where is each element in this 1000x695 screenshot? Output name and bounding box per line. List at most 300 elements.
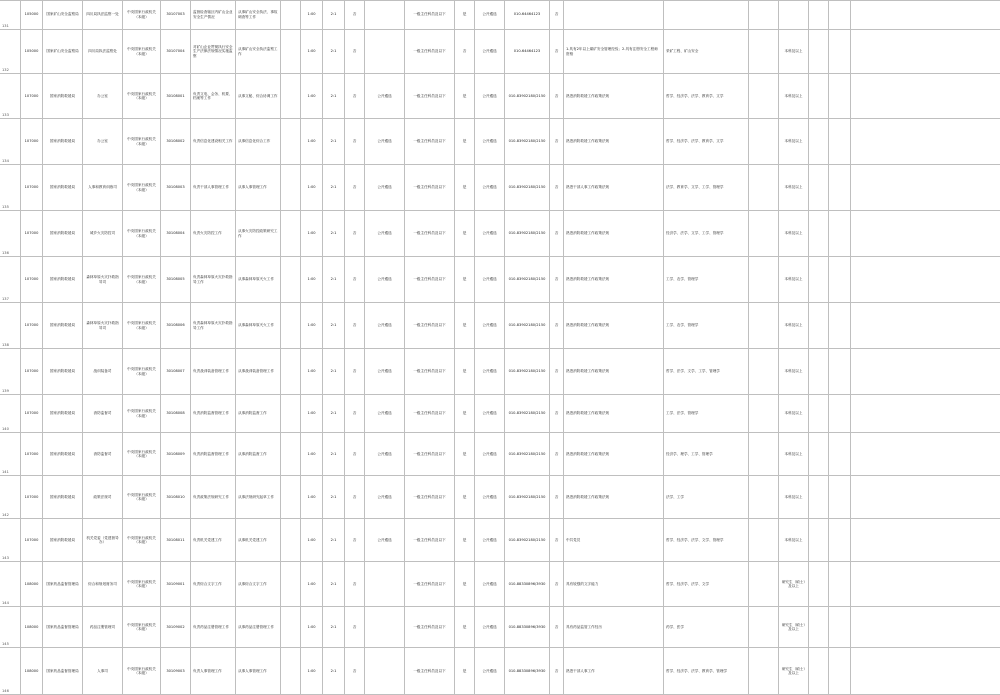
cell-org xyxy=(122,648,160,694)
cell-flag1 xyxy=(454,165,474,210)
cell-text: 机关党委（党建督导办） xyxy=(86,535,119,544)
cell-desc xyxy=(190,119,235,164)
cell-duty xyxy=(235,476,280,518)
cell-text: 否 xyxy=(554,411,559,416)
cell-text: 中央国家行政机关（本级） xyxy=(127,579,156,588)
cell-text: 是 xyxy=(462,581,467,586)
cell-req xyxy=(364,257,404,302)
cell-office xyxy=(82,349,122,394)
cell-remark xyxy=(563,476,663,518)
cell-rtype xyxy=(778,519,808,561)
cell-text: 一级主任科员及以下 xyxy=(413,185,446,190)
cell-people xyxy=(322,476,344,518)
cell-text: 107000 xyxy=(24,185,39,190)
cell-text: 010-83902180/2150 xyxy=(508,185,546,190)
cell-text: 四川局执法监察一处 xyxy=(86,12,119,17)
cell-text: 010-83902180/2150 xyxy=(508,451,546,456)
cell-method xyxy=(474,395,504,432)
cell-text: 具有药品监管工作经历 xyxy=(566,624,602,629)
cell-duty xyxy=(235,519,280,561)
cell-phone xyxy=(504,648,549,694)
cell-duty xyxy=(235,257,280,302)
cell-type xyxy=(280,74,300,118)
cell-text: 从事消防监督工作 xyxy=(238,451,267,456)
cell-office xyxy=(82,562,122,606)
cell-text: 30107004 xyxy=(166,49,185,54)
cell-text: 中央国家行政机关（本级） xyxy=(127,367,156,376)
cell-text: 1:00 xyxy=(307,581,316,586)
cell-text: 公开遴选 xyxy=(482,624,497,629)
cell-text: 国家消防救援局 xyxy=(49,93,76,98)
cell-office xyxy=(82,119,122,164)
cell-text: 公开遴选 xyxy=(482,369,497,374)
cell-text: 药学、医学 xyxy=(666,624,684,629)
cell-edu xyxy=(748,648,778,694)
cell-text: 国家消防救援局 xyxy=(49,231,76,236)
cell-major xyxy=(663,0,748,29)
cell-other xyxy=(850,211,1000,256)
cell-text: 1:00 xyxy=(307,668,316,673)
cell-people xyxy=(322,607,344,647)
cell-method xyxy=(474,519,504,561)
cell-edu xyxy=(748,349,778,394)
cell-dept xyxy=(42,648,82,694)
cell-office xyxy=(82,30,122,73)
cell-text: 国家药品监督管理局 xyxy=(46,624,79,629)
cell-unit xyxy=(344,607,364,647)
cell-text: 国家药品监督管理局 xyxy=(46,581,79,586)
cell-type xyxy=(280,303,300,348)
table-row xyxy=(0,30,1000,74)
cell-text: 否 xyxy=(554,49,559,54)
cell-edu xyxy=(748,211,778,256)
cell-text: 010-88330896/3930 xyxy=(508,581,546,586)
cell-phone xyxy=(504,74,549,118)
cell-text: 30108005 xyxy=(166,277,185,282)
cell-text: 否 xyxy=(554,12,559,17)
row-number: 132 xyxy=(2,68,9,72)
cell-dept xyxy=(42,165,82,210)
cell-text: 本科及以上 xyxy=(784,411,803,416)
cell-text: 30107003 xyxy=(166,12,185,17)
cell-text: 办公室 xyxy=(97,93,108,98)
cell-text: 从事文秘、综合协调工作 xyxy=(238,93,278,98)
cell-flag2 xyxy=(549,74,563,118)
cell-office xyxy=(82,433,122,475)
cell-req xyxy=(364,119,404,164)
cell-text: 国家消防救援局 xyxy=(49,451,76,456)
cell-text: 否 xyxy=(352,185,357,190)
row-number: 142 xyxy=(2,513,9,517)
cell-text: 从事矿山安全执法监察工作 xyxy=(238,47,278,56)
cell-text: 一级主任科员及以下 xyxy=(413,231,446,236)
cell-exp xyxy=(828,562,850,606)
cell-people xyxy=(322,303,344,348)
cell-degree xyxy=(808,303,828,348)
row-number: 139 xyxy=(2,389,9,393)
cell-text: 负责信息化建设相关工作 xyxy=(193,139,233,144)
cell-org xyxy=(122,119,160,164)
cell-req xyxy=(364,349,404,394)
cell-flag2 xyxy=(549,433,563,475)
cell-text: 是 xyxy=(462,139,467,144)
cell-text: 本科及以上 xyxy=(784,277,803,282)
cell-req xyxy=(364,607,404,647)
cell-text: 负责综合文字工作 xyxy=(193,581,222,586)
cell-text: 公开遴选 xyxy=(377,93,392,98)
cell-remark xyxy=(563,395,663,432)
cell-region xyxy=(404,30,454,73)
cell-text: 法学、教育学、文学、工学、管理学 xyxy=(666,185,724,190)
cell-code xyxy=(20,433,42,475)
cell-text: 负责消防监督管理工作 xyxy=(193,451,229,456)
cell-other xyxy=(850,119,1000,164)
cell-text: 否 xyxy=(554,537,559,542)
cell-flag1 xyxy=(454,395,474,432)
cell-text: 2:1 xyxy=(330,494,337,499)
cell-duty xyxy=(235,648,280,694)
cell-text: 是 xyxy=(462,12,467,17)
cell-text: 中央国家行政机关（本级） xyxy=(127,229,156,238)
cell-text: 中央国家行政机关（本级） xyxy=(127,183,156,192)
cell-text: 本科及以上 xyxy=(784,93,803,98)
cell-edu xyxy=(748,562,778,606)
cell-text: 熟悉消防救援工作政策法规 xyxy=(566,231,610,236)
cell-exp xyxy=(828,607,850,647)
cell-rtype xyxy=(778,349,808,394)
cell-text: 四川局执法监察处 xyxy=(88,49,117,54)
cell-code xyxy=(20,607,42,647)
cell-method xyxy=(474,562,504,606)
cell-code xyxy=(20,349,42,394)
cell-duty xyxy=(235,119,280,164)
cell-ratio xyxy=(300,257,322,302)
cell-text: 公开遴选 xyxy=(377,494,392,499)
cell-duty xyxy=(235,349,280,394)
cell-code xyxy=(20,395,42,432)
cell-org xyxy=(122,519,160,561)
cell-rtype xyxy=(778,0,808,29)
cell-text: 一级主任科员及以下 xyxy=(413,139,446,144)
cell-phone xyxy=(504,607,549,647)
cell-exp xyxy=(828,476,850,518)
cell-unit xyxy=(344,303,364,348)
cell-text: 107000 xyxy=(24,323,39,328)
cell-text: 否 xyxy=(554,185,559,190)
cell-exp xyxy=(828,165,850,210)
cell-text: 负责干部人事管理工作 xyxy=(193,185,229,190)
cell-text: 负责森林草原火灾扑救指导工作 xyxy=(193,275,233,284)
cell-dept xyxy=(42,349,82,394)
cell-office xyxy=(82,165,122,210)
cell-req xyxy=(364,211,404,256)
cell-text: 一级主任科员及以下 xyxy=(413,93,446,98)
cell-rtype xyxy=(778,648,808,694)
cell-rtype xyxy=(778,257,808,302)
cell-text: 公开遴选 xyxy=(377,139,392,144)
cell-text: 2:1 xyxy=(330,93,337,98)
cell-degree xyxy=(808,165,828,210)
cell-remark xyxy=(563,562,663,606)
cell-rtype xyxy=(778,74,808,118)
cell-text: 公开遴选 xyxy=(482,323,497,328)
cell-req xyxy=(364,74,404,118)
cell-rtype xyxy=(778,433,808,475)
cell-code xyxy=(20,257,42,302)
cell-duty xyxy=(235,395,280,432)
cell-text: 30108003 xyxy=(166,185,185,190)
cell-region xyxy=(404,562,454,606)
cell-text: 2:1 xyxy=(330,231,337,236)
cell-major xyxy=(663,519,748,561)
cell-flag2 xyxy=(549,257,563,302)
cell-unit xyxy=(344,119,364,164)
cell-other xyxy=(850,433,1000,475)
cell-unit xyxy=(344,30,364,73)
cell-text: 对矿山企业贯彻执行安全生产法律法规情况实施监察 xyxy=(193,45,233,58)
cell-other xyxy=(850,74,1000,118)
cell-type xyxy=(280,562,300,606)
cell-text: 负责政策法规研究工作 xyxy=(193,494,229,499)
cell-major xyxy=(663,395,748,432)
table-row xyxy=(0,519,1000,562)
cell-duty xyxy=(235,607,280,647)
cell-text: 中央国家行政机关（本级） xyxy=(127,535,156,544)
cell-code xyxy=(20,119,42,164)
cell-text: 公开遴选 xyxy=(482,231,497,236)
cell-region xyxy=(404,211,454,256)
cell-phone xyxy=(504,433,549,475)
cell-edu xyxy=(748,0,778,29)
cell-type xyxy=(280,648,300,694)
cell-text: 一级主任科员及以下 xyxy=(413,624,446,629)
cell-req xyxy=(364,476,404,518)
cell-desc xyxy=(190,349,235,394)
cell-text: 一级主任科员及以下 xyxy=(413,451,446,456)
table-row xyxy=(0,349,1000,395)
cell-flag2 xyxy=(549,30,563,73)
cell-flag2 xyxy=(549,0,563,29)
cell-post-code xyxy=(160,349,190,394)
cell-text: 从事信息化综合工作 xyxy=(238,139,271,144)
cell-org xyxy=(122,303,160,348)
cell-text: 2:1 xyxy=(330,624,337,629)
cell-text: 本科及以上 xyxy=(784,185,803,190)
cell-text: 从事火灾防控政策研究工作 xyxy=(238,229,278,238)
cell-remark xyxy=(563,0,663,29)
cell-text: 1:00 xyxy=(307,624,316,629)
cell-code xyxy=(20,211,42,256)
cell-desc xyxy=(190,519,235,561)
cell-post-code xyxy=(160,648,190,694)
cell-desc xyxy=(190,607,235,647)
cell-rtype xyxy=(778,30,808,73)
cell-other xyxy=(850,476,1000,518)
cell-exp xyxy=(828,433,850,475)
cell-text: 负责战训装备管理工作 xyxy=(193,369,229,374)
table-row xyxy=(0,74,1000,119)
cell-type xyxy=(280,165,300,210)
cell-type xyxy=(280,211,300,256)
cell-req xyxy=(364,0,404,29)
cell-text: 国家消防救援局 xyxy=(49,185,76,190)
cell-duty xyxy=(235,211,280,256)
cell-unit xyxy=(344,562,364,606)
cell-desc xyxy=(190,74,235,118)
cell-text: 一级主任科员及以下 xyxy=(413,537,446,542)
cell-rtype xyxy=(778,165,808,210)
cell-people xyxy=(322,433,344,475)
cell-region xyxy=(404,433,454,475)
cell-ratio xyxy=(300,476,322,518)
cell-dept xyxy=(42,74,82,118)
cell-post-code xyxy=(160,119,190,164)
cell-text: 哲学、经济学、法学、教育学、文学 xyxy=(666,139,724,144)
cell-degree xyxy=(808,211,828,256)
cell-exp xyxy=(828,303,850,348)
cell-post-code xyxy=(160,0,190,29)
cell-dept xyxy=(42,257,82,302)
cell-people xyxy=(322,562,344,606)
cell-ratio xyxy=(300,648,322,694)
cell-desc xyxy=(190,648,235,694)
cell-text: 药品注册管理司 xyxy=(89,624,116,629)
cell-unit xyxy=(344,648,364,694)
cell-flag1 xyxy=(454,211,474,256)
cell-text: 森林草原火灾扑救指导司 xyxy=(86,321,119,330)
cell-desc xyxy=(190,433,235,475)
cell-text: 107000 xyxy=(24,231,39,236)
cell-text: 国家药品监督管理局 xyxy=(46,668,79,673)
cell-text: 30108011 xyxy=(166,537,185,542)
cell-text: 负责森林草原火灾扑救指导工作 xyxy=(193,321,233,330)
cell-code xyxy=(20,165,42,210)
cell-unit xyxy=(344,519,364,561)
cell-unit xyxy=(344,433,364,475)
cell-people xyxy=(322,119,344,164)
cell-edu xyxy=(748,257,778,302)
cell-text: 中央国家行政机关（本级） xyxy=(127,91,156,100)
cell-text: 消防监督司 xyxy=(93,411,112,416)
cell-org xyxy=(122,395,160,432)
cell-text: 否 xyxy=(554,494,559,499)
cell-text: 否 xyxy=(352,668,357,673)
cell-rtype xyxy=(778,607,808,647)
cell-text: 否 xyxy=(352,581,357,586)
cell-exp xyxy=(828,0,850,29)
cell-unit xyxy=(344,395,364,432)
cell-flag2 xyxy=(549,395,563,432)
cell-text: 30108001 xyxy=(166,93,185,98)
cell-flag1 xyxy=(454,30,474,73)
cell-region xyxy=(404,476,454,518)
cell-degree xyxy=(808,648,828,694)
cell-text: 否 xyxy=(352,12,357,17)
cell-edu xyxy=(748,303,778,348)
cell-flag1 xyxy=(454,257,474,302)
cell-text: 否 xyxy=(554,451,559,456)
cell-remark xyxy=(563,519,663,561)
cell-ratio xyxy=(300,0,322,29)
cell-text: 2:1 xyxy=(330,581,337,586)
cell-text: 一级主任科员及以下 xyxy=(413,581,446,586)
cell-text: 工学、农学、管理学 xyxy=(666,323,699,328)
cell-text: 从事森林草原灭火工作 xyxy=(238,277,274,282)
cell-req xyxy=(364,30,404,73)
cell-text: 否 xyxy=(352,624,357,629)
cell-post-code xyxy=(160,257,190,302)
table-row xyxy=(0,395,1000,433)
cell-text: 从事机关党建工作 xyxy=(238,537,267,542)
row-number: 138 xyxy=(2,343,9,347)
cell-text: 1:00 xyxy=(307,277,316,282)
cell-text: 否 xyxy=(352,277,357,282)
cell-remark xyxy=(563,165,663,210)
cell-text: 熟悉消防救援工作政策法规 xyxy=(566,323,610,328)
cell-text: 城乡火灾防控司 xyxy=(89,231,116,236)
cell-flag1 xyxy=(454,519,474,561)
cell-dept xyxy=(42,562,82,606)
cell-other xyxy=(850,607,1000,647)
cell-text: 1:00 xyxy=(307,451,316,456)
cell-region xyxy=(404,607,454,647)
cell-text: 2:1 xyxy=(330,12,337,17)
cell-text: 一级主任科员及以下 xyxy=(413,12,446,17)
cell-text: 010-88330896/3930 xyxy=(508,624,546,629)
cell-rtype xyxy=(778,476,808,518)
cell-office xyxy=(82,476,122,518)
cell-text: 否 xyxy=(352,139,357,144)
cell-text: 30108002 xyxy=(166,139,185,144)
cell-text: 公开遴选 xyxy=(482,93,497,98)
cell-type xyxy=(280,519,300,561)
cell-text: 本科及以上 xyxy=(784,369,803,374)
cell-text: 30108008 xyxy=(166,411,185,416)
cell-text: 1:00 xyxy=(307,323,316,328)
cell-degree xyxy=(808,30,828,73)
cell-text: 熟悉消防救援工作政策法规 xyxy=(566,93,610,98)
cell-text: 是 xyxy=(462,93,467,98)
cell-text: 一级主任科员及以下 xyxy=(413,49,446,54)
cell-phone xyxy=(504,0,549,29)
cell-text: 107000 xyxy=(24,277,39,282)
cell-dept xyxy=(42,0,82,29)
cell-text: 公开遴选 xyxy=(482,277,497,282)
table-row xyxy=(0,303,1000,349)
cell-code xyxy=(20,303,42,348)
cell-flag2 xyxy=(549,349,563,394)
cell-remark xyxy=(563,433,663,475)
cell-exp xyxy=(828,211,850,256)
cell-type xyxy=(280,433,300,475)
cell-req xyxy=(364,433,404,475)
cell-text: 从事综合文字工作 xyxy=(238,581,267,586)
cell-flag1 xyxy=(454,303,474,348)
cell-text: 是 xyxy=(462,231,467,236)
cell-text: 010-83902180/2150 xyxy=(508,277,546,282)
cell-text: 010-88330896/3930 xyxy=(508,668,546,673)
cell-code xyxy=(20,648,42,694)
cell-rtype xyxy=(778,303,808,348)
cell-text: 经济学、法学、文学、工学、管理学 xyxy=(666,231,724,236)
cell-text: 负责人事管理工作 xyxy=(193,668,222,673)
cell-text: 哲学、法学、文学、工学、管理学 xyxy=(666,369,720,374)
row-number: 135 xyxy=(2,205,9,209)
cell-other xyxy=(850,562,1000,606)
cell-office xyxy=(82,257,122,302)
cell-text: 人事司 xyxy=(97,668,108,673)
cell-text: 中央国家行政机关（本级） xyxy=(127,622,156,631)
